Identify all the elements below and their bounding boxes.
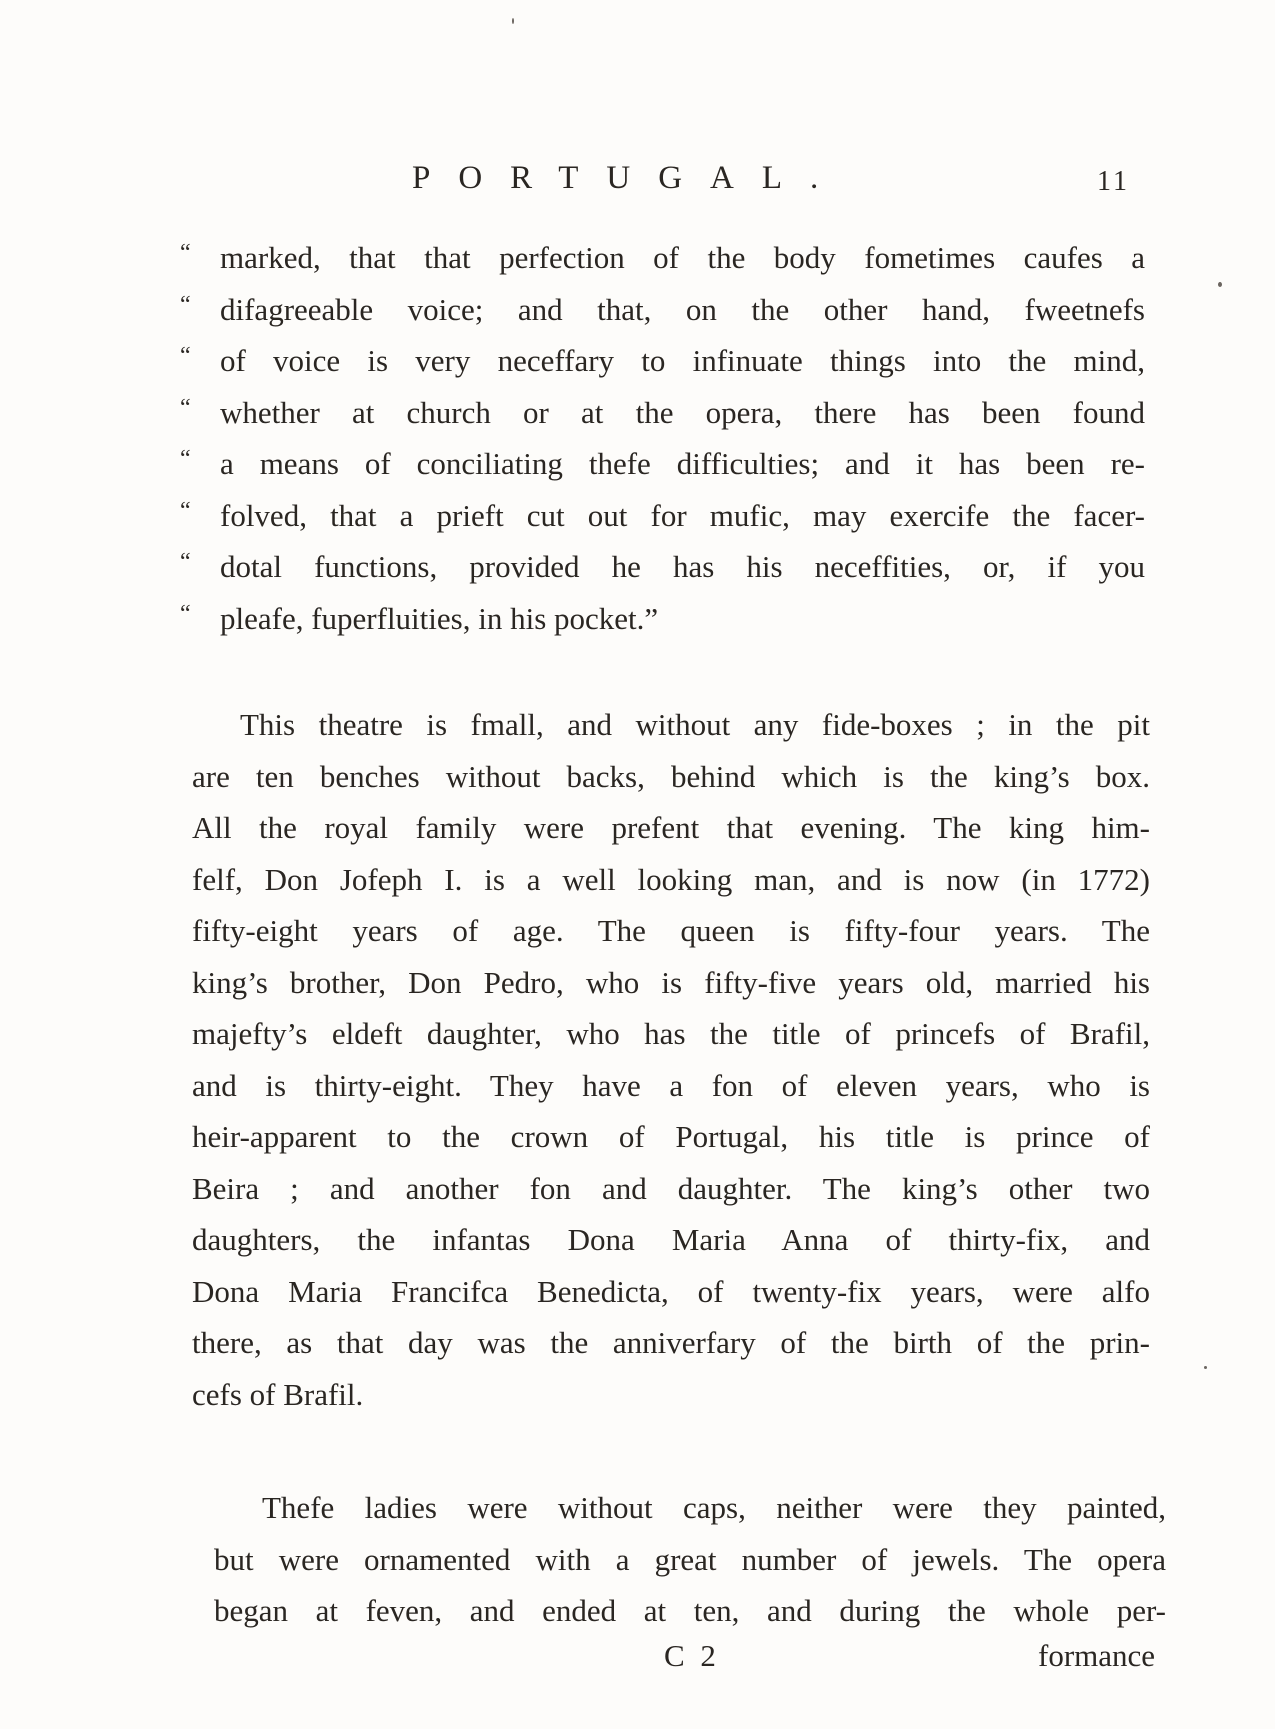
- text-line: are ten benches without backs, behind which is the king’s box.: [192, 758, 1150, 794]
- quote-line: “ dotal functions, provided he has his neceffities, or, if you: [170, 541, 1145, 593]
- text-line: Dona Maria Francifca Benedicta, of twenty-fix years, were alfo: [192, 1273, 1150, 1309]
- quote-line: “ of voice is very neceffary to infinuate things into the mind,: [170, 335, 1145, 387]
- quote-mark: “: [180, 600, 191, 627]
- quote-mark: “: [180, 291, 191, 318]
- catchword: formance: [1038, 1638, 1156, 1673]
- ink-speck: [1218, 282, 1222, 287]
- page-header: [190, 160, 1140, 210]
- text-line: and is thirty-eight. They have a fon of eleven years, who is: [192, 1067, 1150, 1103]
- quote-line: “ a means of conciliating thefe difficulties; and it has been re-: [170, 438, 1145, 490]
- running-title: PORTUGAL.: [412, 160, 847, 196]
- text-line: All the royal family were prefent that evening. The king him-: [192, 810, 1150, 845]
- quote-mark: “: [180, 446, 191, 472]
- text-line: majefty’s eldeft daughter, who has the title of princefs of Brafil,: [192, 1016, 1150, 1051]
- ink-speck: [1204, 1366, 1207, 1369]
- text-line: This theatre is fmall, and without any fide-boxes ; in the pit: [240, 707, 1150, 742]
- quote-line: “ pleafe, fuperfluities, in his pocket.”: [170, 593, 1145, 645]
- quote-line: “ whether at church or at the opera, there has been found: [170, 387, 1145, 439]
- quoted-passage: [170, 232, 1145, 644]
- text-line: began at feven, and ended at ten, and during the whole per-: [214, 1593, 1166, 1628]
- paragraph-theatre: [192, 699, 1150, 1420]
- quote-mark: “: [180, 497, 191, 524]
- ink-speck: [512, 18, 514, 24]
- text-line: felf, Don Jofeph I. is a well looking man, and is now (in 1772): [192, 861, 1150, 897]
- text-line: cefs of Brafil.: [192, 1376, 364, 1412]
- page-number: 11: [1097, 166, 1130, 197]
- text-line: heir-apparent to the crown of Portugal, his title is prince of: [192, 1119, 1150, 1154]
- text-line: daughters, the infantas Dona Maria Anna of thirty-fix, and: [192, 1222, 1150, 1257]
- paragraph-ladies: [214, 1482, 1166, 1637]
- signature-mark: C 2: [664, 1638, 720, 1673]
- text-line: there, as that day was the anniverfary of the birth of the prin-: [192, 1325, 1150, 1360]
- page-footer: [0, 1638, 1275, 1688]
- text-line: fifty-eight years of age. The queen is fifty-four years. The: [192, 913, 1150, 948]
- quote-line: “ difagreeable voice; and that, on the other hand, fweetnefs: [170, 284, 1145, 336]
- text-line: Beira ; and another fon and daughter. The king’s other two: [192, 1170, 1150, 1206]
- text-line: king’s brother, Don Pedro, who is fifty-five years old, married his: [192, 964, 1150, 1000]
- text-line: Thefe ladies were without caps, neither were they painted,: [262, 1490, 1166, 1525]
- quote-mark: “: [180, 240, 191, 266]
- text-line: but were ornamented with a great number of jewels. The opera: [214, 1541, 1166, 1577]
- quote-mark: “: [180, 343, 191, 369]
- quote-mark: “: [180, 394, 191, 421]
- quote-mark: “: [180, 549, 191, 575]
- quote-line: “ marked, that that perfection of the body fometimes caufes a: [170, 232, 1145, 284]
- quote-line: “ folved, that a prieft cut out for mufic, may exercife the facer-: [170, 490, 1145, 542]
